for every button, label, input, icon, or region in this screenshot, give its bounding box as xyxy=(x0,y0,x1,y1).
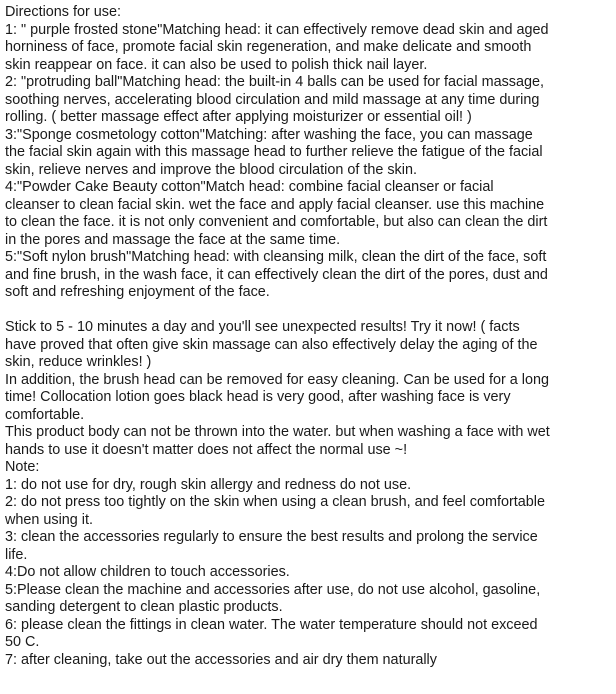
note-item-3 xyxy=(5,529,613,564)
text-line: 3: clean the accessories regularly to ensure the best results and prolong the service xyxy=(5,529,538,545)
text-line: 2: do not press too tightly on the skin when using a clean brush, and feel comfortable xyxy=(5,494,545,510)
note-item-2 xyxy=(5,494,613,529)
text-line: 1: do not use for dry, rough skin allergy and redness do not use. xyxy=(5,476,412,493)
paragraph-water-warning xyxy=(5,424,613,459)
direction-item-4 xyxy=(5,179,613,249)
text-line: 5:Please clean the machine and accessories after use, do not use alcohol, gasoline, xyxy=(5,581,541,598)
text-line: when using it. xyxy=(5,511,93,528)
text-line: 7: after cleaning, take out the accessories and air dry them naturally xyxy=(5,651,437,668)
text-line: sanding detergent to clean plastic products. xyxy=(5,599,283,615)
text-line: to clean the face. it is not only convenient and comfortable, but also can clean the dirt xyxy=(5,214,548,230)
text-line: 3:"Sponge cosmetology cotton"Matching: after washing the face, you can massage xyxy=(5,126,533,143)
text-line: 5:"Soft nylon brush"Matching head: with cleansing milk, clean the dirt of the face, soft xyxy=(5,249,547,265)
paragraph-spacer xyxy=(5,302,613,320)
text-line: hands to use it doesn't matter does not affect the normal use ~! xyxy=(5,441,408,458)
text-line: This product body can not be thrown into the water. but when washing a face with wet xyxy=(5,424,550,440)
directions-heading: Directions for use: xyxy=(5,4,121,20)
text-line: rolling. ( better massage effect after applying moisturizer or essential oil! ) xyxy=(5,109,472,125)
text-line: Stick to 5 - 10 minutes a day and you'll see unexpected results! Try it now! ( facts xyxy=(5,319,520,335)
text-line: skin, relieve nerves and improve the blood circulation of the skin. xyxy=(5,161,417,178)
text-line: the facial skin again with this massage head to further relieve the fatigue of the facial xyxy=(5,144,543,160)
text-line: time! Collocation lotion goes black head is very good, after washing face is very xyxy=(5,389,511,405)
text-line: horniness of face, promote facial skin regeneration, and make delicate and smooth xyxy=(5,39,532,55)
text-line: 4:Do not allow children to touch accessories. xyxy=(5,564,290,580)
direction-item-5 xyxy=(5,249,613,302)
note-item-1 xyxy=(5,477,613,495)
text-line: 1: " purple frosted stone"Matching head: it can effectively remove dead skin and aged xyxy=(5,21,549,38)
text-line: In addition, the brush head can be removed for easy cleaning. Can be used for a long xyxy=(5,371,550,388)
text-line: soft and refreshing enjoyment of the face. xyxy=(5,284,270,300)
text-line: 50 C. xyxy=(5,634,40,650)
note-item-6 xyxy=(5,617,613,652)
direction-item-1 xyxy=(5,22,613,75)
text-line: 2: "protruding ball"Matching head: the built-in 4 balls can be used for facial massage, xyxy=(5,74,544,90)
note-item-7 xyxy=(5,652,613,670)
note-item-4 xyxy=(5,564,613,582)
text-line: have proved that often give skin massage can also effectively delay the aging of the xyxy=(5,336,538,353)
paragraph-results xyxy=(5,319,613,372)
direction-item-2 xyxy=(5,74,613,127)
text-line: 4:"Powder Cake Beauty cotton"Match head: combine facial cleanser or facial xyxy=(5,179,494,195)
text-line: in the pores and massage the face at the same time. xyxy=(5,231,341,248)
paragraph-brush-head xyxy=(5,372,613,425)
text-line: soothing nerves, accelerating blood circulation and mild massage at any time during xyxy=(5,91,540,108)
text-line: comfortable. xyxy=(5,406,85,423)
text-line: skin reappear on face. it can also be used to polish thick nail layer. xyxy=(5,56,428,73)
text-line: and fine brush, in the wash face, it can effectively clean the dirt of the pores, dust and xyxy=(5,266,548,283)
product-instructions xyxy=(5,4,613,669)
text-line: cleanser to clean facial skin. wet the face and apply facial cleanser. use this machine xyxy=(5,196,545,213)
text-line: life. xyxy=(5,546,28,563)
note-item-5 xyxy=(5,582,613,617)
direction-item-3 xyxy=(5,127,613,180)
text-line: skin, reduce wrinkles! ) xyxy=(5,354,152,370)
text-line: 6: please clean the fittings in clean water. The water temperature should not exceed xyxy=(5,616,538,633)
note-heading: Note: xyxy=(5,459,40,475)
